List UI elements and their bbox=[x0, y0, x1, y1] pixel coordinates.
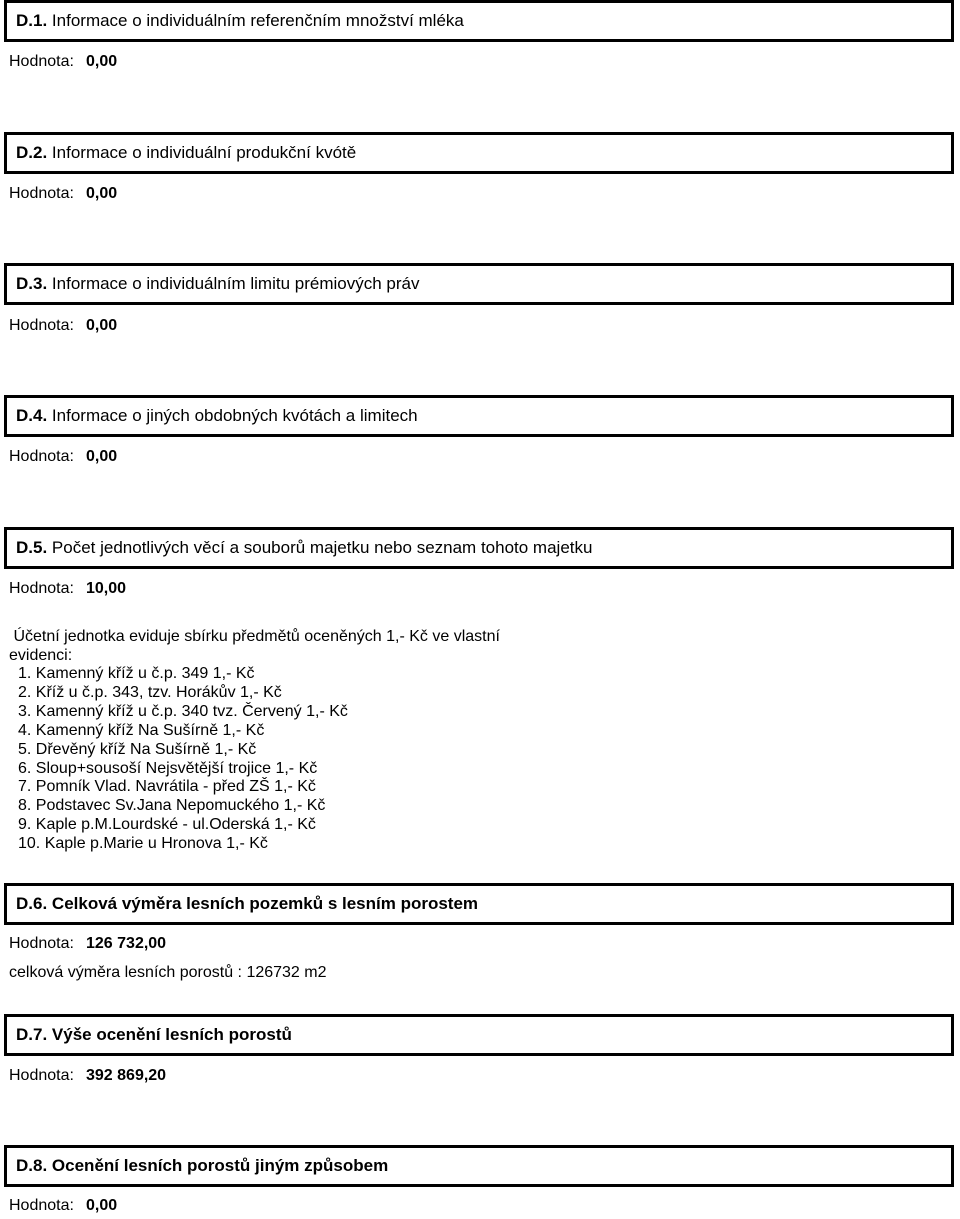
section-d8-value-row bbox=[9, 1197, 117, 1215]
section-title: Informace o jiných obdobných kvótách a limitech bbox=[51, 406, 418, 425]
value-label: Hodnota: bbox=[9, 185, 74, 202]
section-code: D.5. bbox=[16, 538, 48, 557]
value: 0,00 bbox=[86, 317, 118, 334]
section-d5-header bbox=[4, 527, 954, 569]
list-item: 9. Kaple p.M.Lourdské - ul.Oderská 1,- Kč bbox=[18, 816, 316, 834]
list-item: 5. Dřevěný kříž Na Sušírně 1,- Kč bbox=[18, 740, 257, 758]
list-item: 10. Kaple p.Marie u Hronova 1,- Kč bbox=[18, 835, 268, 853]
list-item: 3. Kamenný kříž u č.p. 340 tvz. Červený 1,- Kč bbox=[18, 702, 348, 720]
section-d2-value-row bbox=[9, 185, 117, 203]
section-d7-header bbox=[4, 1014, 954, 1056]
value-label: Hodnota: bbox=[9, 1197, 74, 1214]
value: 0,00 bbox=[86, 1197, 118, 1214]
section-d1-value-row bbox=[9, 53, 117, 71]
section-d7-value-row bbox=[9, 1067, 166, 1085]
section-d4-header bbox=[4, 395, 954, 437]
value-label: Hodnota: bbox=[9, 53, 74, 70]
section-code: D.4. bbox=[16, 406, 48, 425]
section-title: Ocenění lesních porostů jiným způsobem bbox=[51, 1156, 389, 1175]
value: 0,00 bbox=[86, 185, 118, 202]
section-code: D.6. bbox=[16, 894, 48, 913]
section-d6-note: celková výměra lesních porostů : 126732 m2 bbox=[9, 964, 327, 981]
section-title: Informace o individuálním limitu prémiových práv bbox=[51, 274, 420, 293]
list-item: 1. Kamenný kříž u č.p. 349 1,- Kč bbox=[18, 665, 255, 682]
note-line: evidenci: bbox=[9, 647, 73, 664]
section-code: D.1. bbox=[16, 11, 48, 30]
value-label: Hodnota: bbox=[9, 935, 74, 952]
section-title: Informace o individuálním referenčním množství mléka bbox=[51, 11, 464, 30]
section-d1-header bbox=[4, 0, 954, 42]
section-title: Výše ocenění lesních porostů bbox=[51, 1025, 292, 1044]
section-d4-value-row bbox=[9, 448, 117, 466]
section-title: Počet jednotlivých věcí a souborů majetku nebo seznam tohoto majetku bbox=[51, 538, 593, 557]
section-title: Informace o individuální produkční kvótě bbox=[51, 143, 357, 162]
section-d5-value-row bbox=[9, 580, 126, 598]
value: 126 732,00 bbox=[86, 935, 167, 952]
value: 0,00 bbox=[86, 53, 118, 70]
list-item: 6. Sloup+sousoší Nejsvětější trojice 1,- Kč bbox=[18, 759, 318, 777]
section-d5-note bbox=[9, 627, 500, 665]
value: 392 869,20 bbox=[86, 1067, 167, 1084]
section-title: Celková výměra lesních pozemků s lesním porostem bbox=[51, 894, 479, 913]
section-d6-header bbox=[4, 883, 954, 925]
section-d3-value-row bbox=[9, 317, 117, 335]
value: 0,00 bbox=[86, 448, 118, 465]
asset-list bbox=[18, 665, 348, 854]
section-d8-header bbox=[4, 1145, 954, 1187]
list-item: 7. Pomník Vlad. Navrátila - před ZŠ 1,- Kč bbox=[18, 778, 316, 796]
list-item: 4. Kamenný kříž Na Sušírně 1,- Kč bbox=[18, 721, 265, 739]
list-item: 2. Kříž u č.p. 343, tzv. Horákův 1,- Kč bbox=[18, 683, 282, 701]
section-d6-value-row bbox=[9, 935, 166, 953]
value-label: Hodnota: bbox=[9, 580, 74, 597]
section-d3-header bbox=[4, 263, 954, 305]
value-label: Hodnota: bbox=[9, 448, 74, 465]
section-code: D.3. bbox=[16, 274, 48, 293]
section-code: D.7. bbox=[16, 1025, 48, 1044]
section-code: D.8. bbox=[16, 1156, 48, 1175]
value-label: Hodnota: bbox=[9, 1067, 74, 1084]
section-code: D.2. bbox=[16, 143, 48, 162]
value-label: Hodnota: bbox=[9, 317, 74, 334]
note-line: Účetní jednotka eviduje sbírku předmětů oceněných 1,- Kč ve vlastní bbox=[9, 628, 500, 645]
section-d2-header bbox=[4, 132, 954, 174]
list-item: 8. Podstavec Sv.Jana Nepomuckého 1,- Kč bbox=[18, 797, 326, 815]
value: 10,00 bbox=[86, 580, 127, 597]
